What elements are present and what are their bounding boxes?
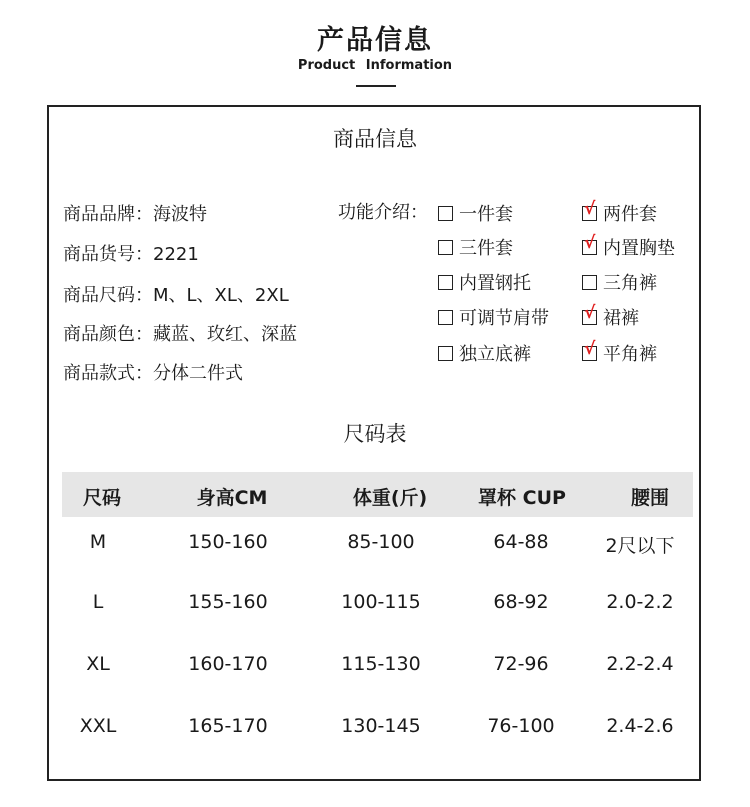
checkbox-label: 三件套 (459, 238, 513, 259)
check-mark-icon: √ (584, 198, 596, 219)
column-header: 尺码 (82, 487, 121, 509)
table-cell: 130-145 (341, 715, 421, 737)
product-info-heading: 商品信息 (333, 127, 417, 151)
checkbox-label: 三角裤 (603, 273, 657, 294)
checkbox-box[interactable] (582, 198, 597, 221)
info-label: 商品款式 (63, 363, 135, 384)
table-cell: 100-115 (341, 591, 421, 613)
info-row-style (63, 359, 243, 385)
checkbox-item[interactable] (582, 340, 657, 366)
info-row-brand (63, 200, 207, 226)
checkbox-item[interactable] (582, 200, 657, 226)
info-value: 分体二件式 (153, 363, 243, 384)
table-cell: 68-92 (493, 591, 549, 613)
info-label: 商品颜色 (63, 324, 135, 345)
table-cell: M (89, 531, 107, 553)
table-cell: 85-100 (347, 531, 415, 553)
function-label: 功能介绍： (338, 202, 428, 223)
checkbox-box[interactable] (582, 275, 597, 290)
info-sep: ： (135, 204, 153, 225)
column-header: 身高CM (196, 487, 268, 509)
table-cell: 2.0-2.2 (606, 591, 674, 613)
checkbox-item[interactable] (582, 304, 639, 330)
table-cell: 2.4-2.6 (606, 715, 674, 737)
table-cell: 115-130 (341, 653, 421, 675)
table-cell: L (92, 591, 104, 613)
size-table-heading: 尺码表 (343, 422, 407, 446)
checkbox-box[interactable] (438, 206, 453, 221)
checkbox-box[interactable] (438, 346, 453, 361)
checkbox-item[interactable] (438, 340, 531, 366)
checkbox-item[interactable] (582, 234, 675, 260)
table-cell: 160-170 (188, 653, 268, 675)
info-value: 海波特 (153, 204, 207, 225)
info-label: 商品品牌 (63, 204, 135, 225)
info-value: 藏蓝、玫红、深蓝 (153, 324, 297, 345)
table-cell: 76-100 (487, 715, 555, 737)
table-cell: 2尺以下 (605, 535, 675, 557)
checkbox-label: 内置钢托 (459, 273, 531, 294)
info-label: 商品货号 (63, 244, 135, 265)
column-header: 腰围 (630, 487, 669, 509)
table-cell: XL (86, 653, 110, 675)
table-cell: 150-160 (188, 531, 268, 553)
info-sep: ： (135, 324, 153, 345)
info-sep: ： (135, 285, 153, 306)
checkbox-label: 一件套 (459, 204, 513, 225)
checkbox-label: 独立底裤 (459, 344, 531, 365)
checkbox-box[interactable] (582, 338, 597, 361)
table-cell: 155-160 (188, 591, 268, 613)
checkbox-label: 两件套 (603, 204, 657, 225)
checkbox-item[interactable] (438, 269, 531, 295)
checkbox-label: 内置胸垫 (603, 238, 675, 259)
check-mark-icon: √ (584, 302, 596, 323)
checkbox-box[interactable] (438, 240, 453, 255)
page-title: 产品信息 (317, 25, 433, 56)
checkbox-box[interactable] (438, 275, 453, 290)
info-value: M、L、XL、2XL (153, 285, 289, 306)
info-value: 2221 (153, 244, 199, 265)
checkbox-label: 可调节肩带 (459, 308, 549, 329)
table-cell: 64-88 (493, 531, 549, 553)
title-divider (356, 85, 396, 87)
info-row-sizes (63, 281, 289, 307)
table-cell: 2.2-2.4 (606, 653, 674, 675)
checkbox-box[interactable] (582, 302, 597, 325)
column-header: 体重(斤) (352, 487, 428, 509)
checkbox-item[interactable] (438, 234, 513, 260)
table-cell: 165-170 (188, 715, 268, 737)
info-sep: ： (135, 363, 153, 384)
table-cell: 72-96 (493, 653, 549, 675)
checkbox-label: 平角裤 (603, 344, 657, 365)
check-mark-icon: √ (584, 338, 596, 359)
info-row-item-number (63, 240, 199, 266)
check-mark-icon: √ (584, 232, 596, 253)
checkbox-box[interactable] (582, 232, 597, 255)
table-cell: XXL (79, 715, 117, 737)
checkbox-item[interactable] (438, 200, 513, 226)
info-label: 商品尺码 (63, 285, 135, 306)
checkbox-label: 裙裤 (603, 308, 639, 329)
info-sep: ： (135, 244, 153, 265)
column-header: 罩杯 CUP (478, 487, 566, 509)
checkbox-item[interactable] (438, 304, 549, 330)
checkbox-item[interactable] (582, 269, 657, 295)
checkbox-box[interactable] (438, 310, 453, 325)
info-row-colors (63, 320, 297, 346)
page-subtitle: Product Information (297, 58, 453, 73)
